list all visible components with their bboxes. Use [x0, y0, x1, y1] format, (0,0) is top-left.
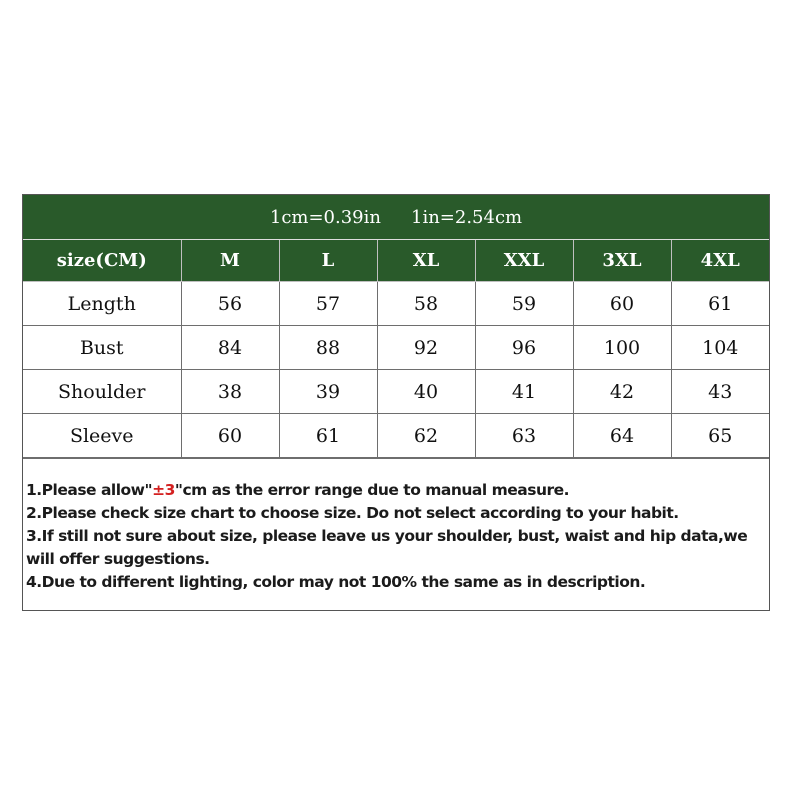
table-cell: 41: [475, 370, 573, 414]
table-cell: 56: [181, 282, 279, 326]
header-cell: XL: [377, 240, 475, 282]
table-cell: 38: [181, 370, 279, 414]
table-cell: 63: [475, 414, 573, 458]
row-label: Bust: [23, 326, 181, 370]
note1-text-end: "cm as the error range due to manual measure.: [174, 481, 570, 499]
table-row: [23, 414, 769, 458]
table-cell: 61: [671, 282, 769, 326]
note-error-range: [26, 479, 769, 502]
header-cell: XXL: [475, 240, 573, 282]
tolerance-highlight: ±3: [152, 481, 175, 499]
size-table: [23, 240, 769, 458]
row-label: Shoulder: [23, 370, 181, 414]
table-cell: 92: [377, 326, 475, 370]
table-row: [23, 282, 769, 326]
table-cell: 42: [573, 370, 671, 414]
table-cell: 60: [181, 414, 279, 458]
table-cell: 43: [671, 370, 769, 414]
cm-to-inch-text: 1cm=0.39in: [269, 206, 381, 228]
table-cell: 59: [475, 282, 573, 326]
note-check-chart: 2.Please check size chart to choose size. Do not select according to your habit.: [26, 504, 679, 522]
table-cell: 58: [377, 282, 475, 326]
header-cell: M: [181, 240, 279, 282]
header-cell: size(CM): [23, 240, 181, 282]
row-label: Length: [23, 282, 181, 326]
table-cell: 104: [671, 326, 769, 370]
notes-section: [23, 458, 769, 610]
header-cell: 3XL: [573, 240, 671, 282]
table-header-row: [23, 240, 769, 282]
inch-to-cm-text: 1in=2.54cm: [411, 206, 523, 228]
note-contact: 3.If still not sure about size, please leave us your shoulder, bust, waist and hip data,we will offer suggestions.: [26, 527, 748, 568]
size-chart: [22, 194, 770, 611]
table-cell: 62: [377, 414, 475, 458]
row-label: Sleeve: [23, 414, 181, 458]
table-cell: 60: [573, 282, 671, 326]
table-cell: 84: [181, 326, 279, 370]
table-row: [23, 370, 769, 414]
table-cell: 88: [279, 326, 377, 370]
note1-text-start: 1.Please allow": [26, 481, 153, 499]
table-cell: 40: [377, 370, 475, 414]
table-row: [23, 326, 769, 370]
conversion-banner: [23, 195, 769, 240]
table-cell: 96: [475, 326, 573, 370]
header-cell: 4XL: [671, 240, 769, 282]
table-cell: 39: [279, 370, 377, 414]
table-cell: 64: [573, 414, 671, 458]
table-cell: 100: [573, 326, 671, 370]
note-lighting: 4.Due to different lighting, color may not 100% the same as in description.: [26, 573, 646, 591]
table-cell: 61: [279, 414, 377, 458]
table-cell: 57: [279, 282, 377, 326]
header-cell: L: [279, 240, 377, 282]
table-cell: 65: [671, 414, 769, 458]
